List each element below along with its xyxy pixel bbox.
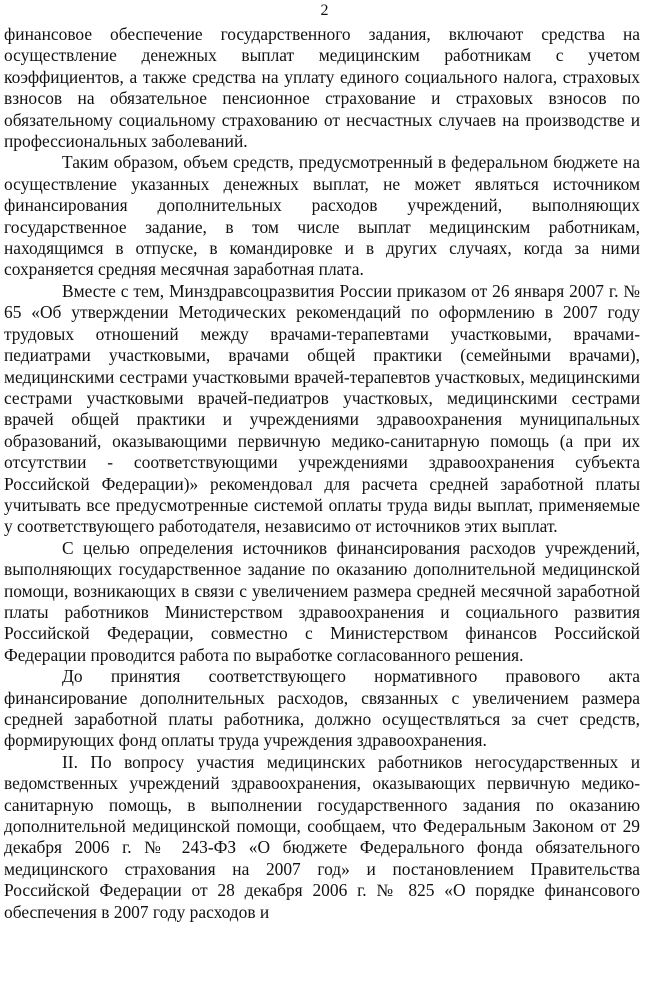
- page-number: 2: [320, 2, 329, 19]
- paragraph-ministry-order: Вместе с тем, Минздравсоцразвития России приказом от 26 января 2007 г. № 65 «Об утверждении Методических рекомендаций по оформлению в 2007 году трудовых отношений между врачами-терапевтами участковыми, врачами-педиатрами участковыми, врачами общей практики (семейными врачами), медицинскими сестрами участковыми врачей-терапевтов участковых, медицинскими сестрами участковыми врачей-педиатров участковых, медицинскими сестрами врачей общей практики и учреждениями здравоохранения муниципальных образований, оказывающими первичную медико-санитарную помощь (а при их отсутствии - соответствующими учреждениями здравоохранения субъекта Российской Федерации)» рекомендовал для расчета средней заработной платы учитывать все предусмотренные системой оплаты труда виды выплат, применяемые у соответствующего работодателя, независимо от источников этих выплат.: [4, 280, 640, 537]
- paragraph-funding-sources: С целью определения источников финансирования расходов учреждений, выполняющих государственное задание по оказанию дополнительной медицинской помощи, возникающих в связи с увеличением размера средней месячной заработной платы работников Министерством здравоохранения и социального развития Российской Федерации, совместно с Министерством финансов Российской Федерации проводится работа по выработке согласованного решения.: [4, 537, 640, 665]
- body-text: [4, 24, 640, 923]
- paragraph-continuation: финансовое обеспечение государственного задания, включают средства на осуществление денежных выплат медицинским работникам с учетом коэффициентов, а также средства на уплату единого социального налога, страховых взносов на обязательное пенсионное страхование и страховых взносов по обязательному социальному страхованию от несчастных случаев на производстве и профессиональных заболеваний.: [4, 24, 640, 152]
- paragraph-before-adoption: До принятия соответствующего нормативного правового акта финансирование дополнительных расходов, связанных с увеличением размера средней заработной платы работника, должно осуществляться за счет средств, формирующих фонд оплаты труда учреждения здравоохранения.: [4, 666, 640, 751]
- paragraph-budget-funds: Таким образом, объем средств, предусмотренный в федеральном бюджете на осуществление указанных денежных выплат, не может являться источником финансирования дополнительных расходов учреждений, выполняющих государственное задание, в том числе выплат медицинским работникам, находящимся в отпуске, в командировке и в других случаях, когда за ними сохраняется средняя месячная заработная плата.: [4, 152, 640, 280]
- paragraph-section-ii: II. По вопросу участия медицинских работников негосударственных и ведомственных учреждений здравоохранения, оказывающих первичную медико-санитарную помощь, в выполнении государственного задания по оказанию дополнительной медицинской помощи, сообщаем, что Федеральным Законом от 29 декабря 2006 г. № 243-ФЗ «О бюджете Федерального фонда обязательного медицинского страхования на 2007 год» и постановлением Правительства Российской Федерации от 28 декабря 2006 г. № 825 «О порядке финансового обеспечения в 2007 году расходов и: [4, 751, 640, 922]
